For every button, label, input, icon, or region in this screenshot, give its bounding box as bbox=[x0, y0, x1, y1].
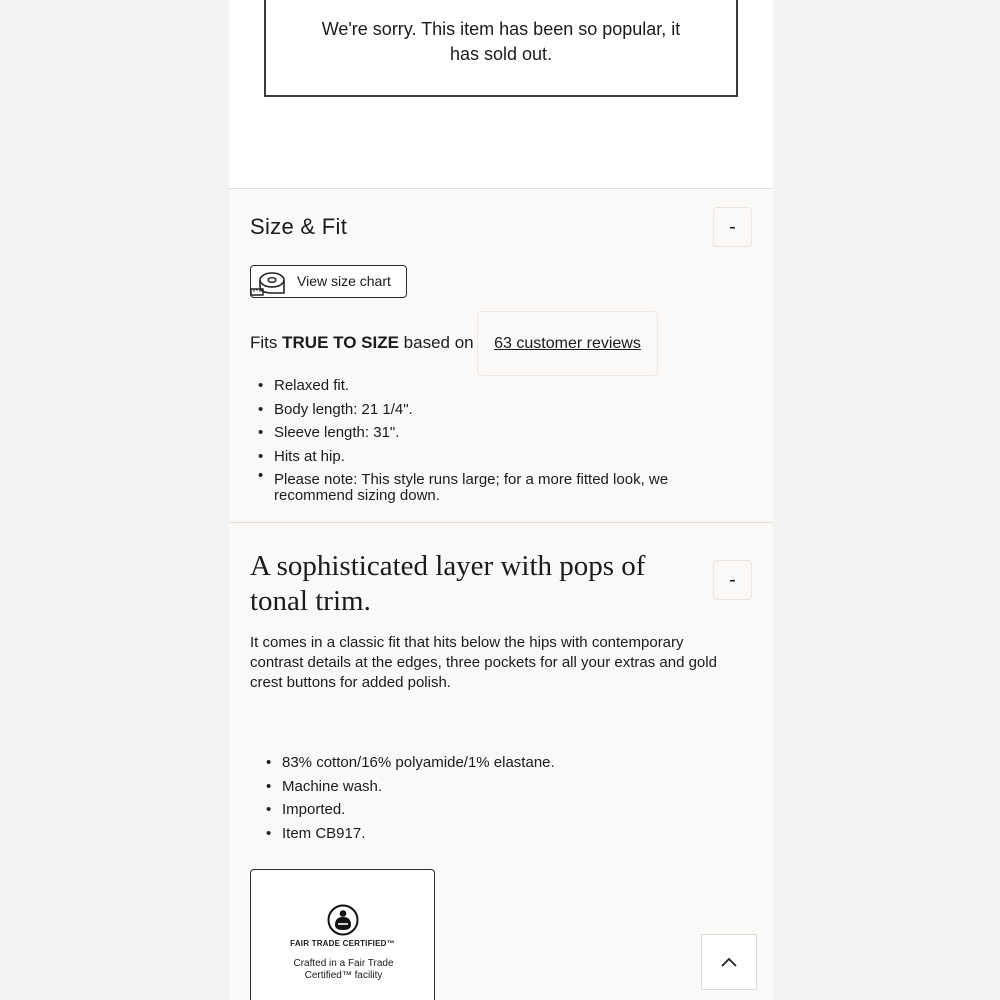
view-size-chart-button[interactable] bbox=[250, 265, 407, 298]
fit-prefix: Fits bbox=[250, 333, 278, 352]
size-fit-title: Size & Fit bbox=[250, 214, 348, 239]
size-fit-section bbox=[229, 190, 773, 523]
list-item: • Please note: This style runs large; for a more fitted look, we recommend sizing down. bbox=[250, 468, 750, 504]
product-details-column bbox=[229, 0, 773, 1000]
fair-trade-card[interactable] bbox=[250, 869, 435, 1000]
sold-out-message: We're sorry. This item has been so popular, it has sold out. bbox=[321, 18, 681, 64]
fit-suffix: based on bbox=[403, 333, 474, 352]
size-fit-collapse-button[interactable] bbox=[713, 207, 752, 247]
customer-reviews-link[interactable] bbox=[477, 311, 658, 376]
product-details-list bbox=[258, 751, 738, 845]
fair-trade-title: FAIR TRADE CERTIFIED™ bbox=[290, 939, 395, 948]
list-item: • Hits at hip. bbox=[250, 445, 750, 469]
collapse-label: - bbox=[729, 215, 736, 238]
page-background-left bbox=[0, 0, 229, 1000]
list-item: • 83% cotton/16% polyamide/1% elastane. bbox=[258, 751, 738, 775]
list-item: • Machine wash. bbox=[258, 775, 738, 799]
sold-out-notice bbox=[264, 0, 738, 97]
description-collapse-button[interactable] bbox=[713, 560, 752, 600]
description-title: A sophisticated layer with pops of tonal trim. bbox=[250, 550, 646, 617]
measuring-tape-icon bbox=[249, 267, 289, 299]
description-body: It comes in a classic fit that hits below the hips with contemporary contrast details at the edges, three pockets for all your extras and gold crest buttons for added polish. bbox=[250, 634, 717, 691]
list-item: • Item CB917. bbox=[258, 822, 738, 846]
sold-out-section bbox=[229, 0, 773, 189]
scroll-to-top-button[interactable] bbox=[701, 934, 757, 990]
view-size-chart-label: View size chart bbox=[297, 273, 391, 289]
fair-trade-subtitle: Crafted in a Fair Trade Certified™ facility bbox=[293, 958, 394, 981]
chevron-up-icon bbox=[720, 956, 738, 968]
description-section bbox=[229, 524, 773, 1000]
customer-reviews-label: 63 customer reviews bbox=[494, 334, 641, 352]
page-background-right bbox=[772, 0, 1000, 1000]
collapse-label: - bbox=[729, 568, 736, 591]
list-item: • Sleeve length: 31". bbox=[250, 421, 750, 445]
fit-summary bbox=[250, 333, 474, 353]
fit-value: TRUE TO SIZE bbox=[282, 333, 399, 352]
fair-trade-logo-icon bbox=[327, 904, 359, 936]
list-item: • Relaxed fit. bbox=[250, 374, 750, 398]
size-fit-list bbox=[250, 374, 750, 504]
list-item: • Body length: 21 1/4". bbox=[250, 398, 750, 422]
list-item: • Imported. bbox=[258, 798, 738, 822]
